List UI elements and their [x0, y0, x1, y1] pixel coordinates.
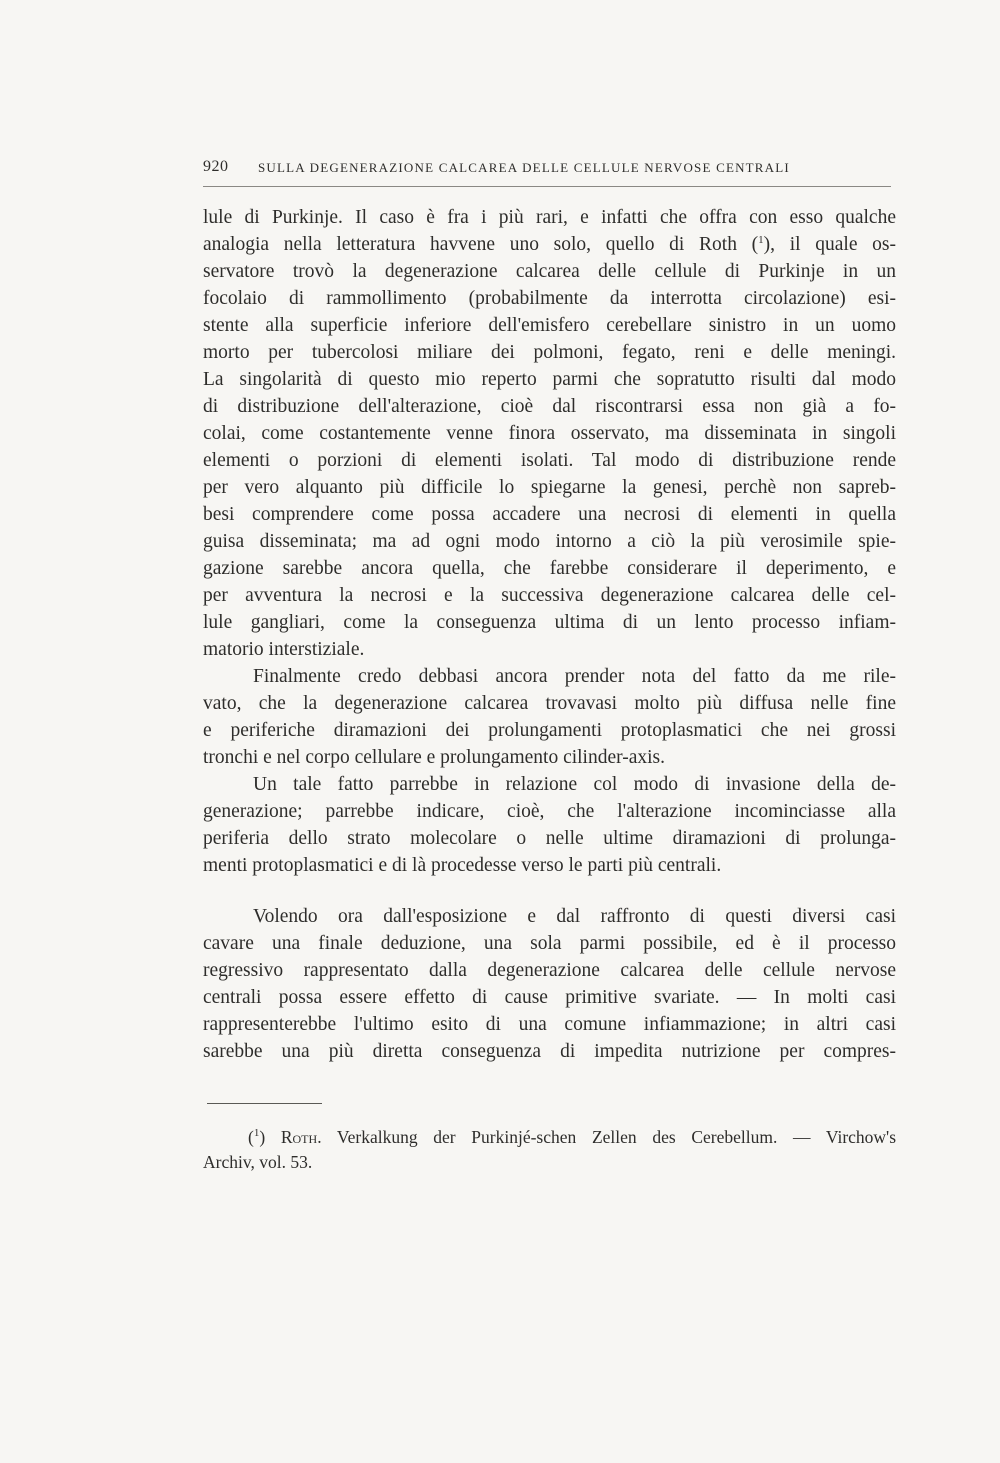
paragraph-3: [203, 771, 896, 879]
text-line: stente alla superficie inferiore dell'emisfero cerebellare sinistro in un uomo: [203, 315, 896, 336]
footnote-author: Roth: [280, 1127, 318, 1147]
body-text: [203, 204, 896, 1065]
text-line: di distribuzione dell'alterazione, cioè dal riscontrarsi essa non già a fo-: [203, 396, 896, 417]
text-line: tronchi e nel corpo cellulare e prolungamento cilinder-axis.: [203, 747, 666, 768]
text-line: sarebbe una più diretta conseguenza di impedita nutrizione per compres-: [203, 1041, 896, 1062]
text-line: menti protoplasmatici e di là procedesse verso le parti più centrali.: [203, 855, 722, 876]
page-header: [203, 158, 893, 188]
text-line: matorio interstiziale.: [203, 639, 365, 660]
text-line: per vero alquanto più difficile lo spiegarne la genesi, perchè non sapreb-: [203, 477, 896, 498]
text-line: La singolarità di questo mio reperto parmi che sopratutto risulti dal modo: [203, 369, 896, 390]
footnote-marker: 1: [253, 1127, 260, 1139]
text-line: cavare una finale deduzione, una sola parmi possibile, ed è il processo: [203, 933, 896, 954]
footnote-rule: [207, 1103, 322, 1104]
text-line: besi comprendere come possa accadere una necrosi di elementi in quella: [203, 504, 896, 525]
text-line: regressivo rappresentato dalla degenerazione calcarea delle cellule nervose: [203, 960, 896, 981]
paragraph-gap: [203, 879, 896, 903]
text-line: per avventura la necrosi e la successiva degenerazione calcarea delle cel-: [203, 585, 896, 606]
footnote-line: ($^1$) Roth. Verkalkung der Purkinjé-schen Zellen des Cerebellum. — Virchow's: [248, 1127, 897, 1147]
text-line: centrali possa essere effetto di cause primitive svariate. — In molti casi: [203, 987, 896, 1008]
text-span: ), il quale os-: [763, 234, 897, 255]
text-span: analogia nella letteratura havvene uno solo, quello di Roth (: [203, 234, 759, 255]
text-line: Volendo ora dall'esposizione e dal raffronto di questi diversi casi: [253, 906, 896, 927]
text-line: colai, come costantemente venne finora osservato, ma disseminata in singoli: [203, 423, 896, 444]
footnote-text: . Verkalkung der Purkinjé-schen Zellen des Cerebellum. — Virchow's: [317, 1127, 897, 1147]
text-line: periferia dello strato molecolare o nelle ultime diramazioni di prolunga-: [203, 828, 896, 849]
paragraph-4: [203, 903, 896, 1065]
text-line: Finalmente credo debbasi ancora prender nota del fatto da me rile-: [253, 666, 896, 687]
paragraph-1: [203, 204, 896, 663]
footnote-ref: 1: [758, 234, 764, 246]
text-line: focolaio di rammollimento (probabilmente da interrotta circolazione) esi-: [203, 288, 896, 309]
paragraph-2: [203, 663, 896, 771]
text-line: Un tale fatto parrebbe in relazione col modo di invasione della de-: [253, 774, 896, 795]
page-number: 920: [203, 158, 229, 175]
footnote: [203, 1125, 896, 1175]
text-line: [203, 231, 896, 258]
text-line: generazione; parrebbe indicare, cioè, che l'alterazione incominciasse alla: [203, 801, 896, 822]
text-line: lule di Purkinje. Il caso è fra i più rari, e infatti che offra con esso qualche: [203, 207, 896, 228]
text-line: rappresenterebbe l'ultimo esito di una comune infiammazione; in altri casi: [203, 1014, 896, 1035]
header-rule: [203, 186, 891, 187]
running-head: SULLA DEGENERAZIONE CALCAREA DELLE CELLULE NERVOSE CENTRALI: [258, 160, 790, 175]
text-line: gazione sarebbe ancora quella, che farebbe considerare il deperimento, e: [203, 558, 896, 579]
text-line: morto per tubercolosi miliare dei polmoni, fegato, reni e delle meningi.: [203, 342, 896, 363]
text-line: servatore trovò la degenerazione calcarea delle cellule di Purkinje in un: [203, 261, 896, 282]
footnote-line: Archiv, vol. 53.: [203, 1152, 313, 1172]
text-line: e periferiche diramazioni dei prolungamenti protoplasmatici che nei grossi: [203, 720, 896, 741]
text-line: guisa disseminata; ma ad ogni modo intorno a ciò la più verosimile spie-: [203, 531, 896, 552]
text-line: vato, che la degenerazione calcarea trovavasi molto più diffusa nelle fine: [203, 693, 896, 714]
text-line: elementi o porzioni di elementi isolati. Tal modo di distribuzione rende: [203, 450, 896, 471]
text-line: lule gangliari, come la conseguenza ultima di un lento processo infiam-: [203, 612, 896, 633]
